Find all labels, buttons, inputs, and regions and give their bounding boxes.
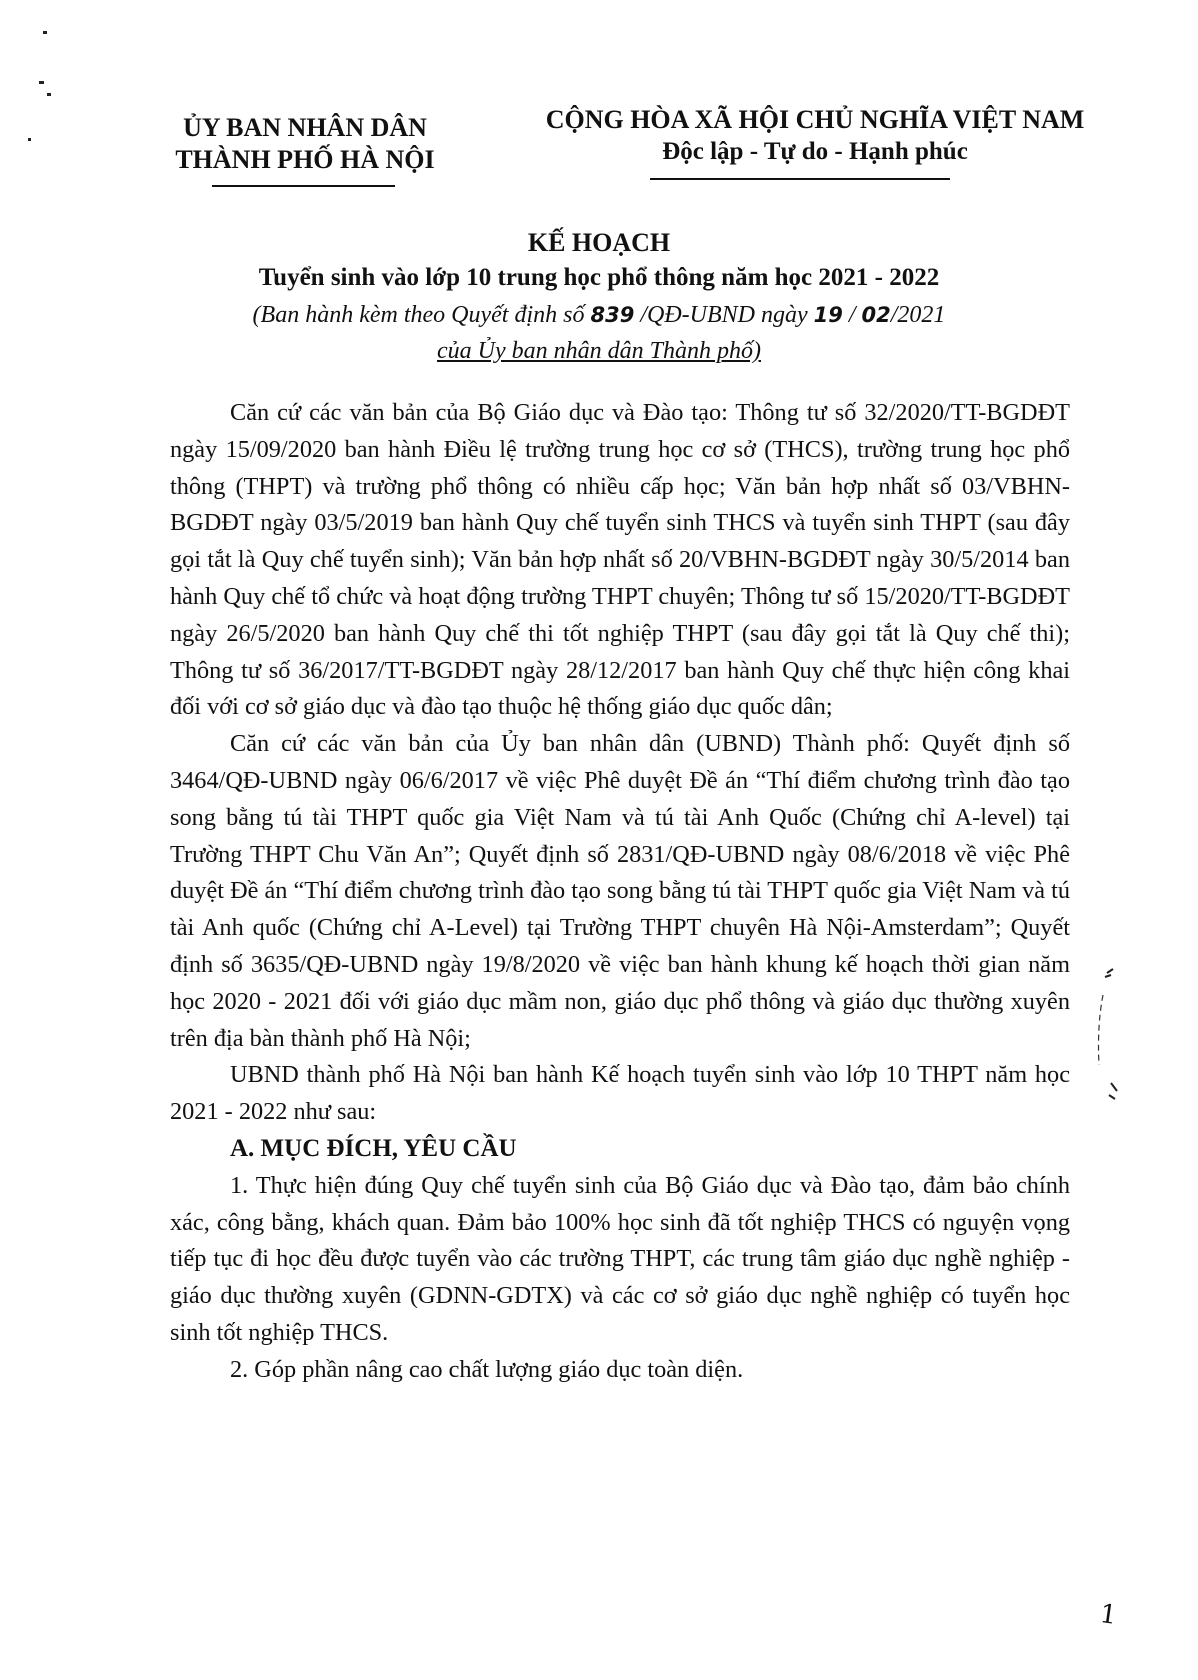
scan-speck [39, 81, 44, 84]
document-type: KẾ HOẠCH [527, 228, 671, 257]
list-item: 1. Thực hiện đúng Quy chế tuyển sinh của Bộ Giáo dục và Đào tạo, đảm bảo chính xác, công bằng, khách quan. Đảm bảo 100% học sinh đã tốt nghiệp THCS có nguyện vọng tiếp tục đi học đều được tuyển vào các trường THPT, các trung tâm giáo dục nghề nghiệp - giáo dục thường xuyên (GDNN-GDTX) và các cơ sở giáo dục nghề nghiệp có tuyển học sinh tốt nghiệp THCS. [170, 1171, 1070, 1346]
issuer-line-1: ỦY BAN NHÂN DÂN [183, 113, 427, 142]
national-heading [515, 104, 1115, 168]
margin-handwriting-mark [1085, 965, 1125, 1105]
issuing-body-text: của Ủy ban nhân dân Thành phố) [437, 338, 761, 364]
scan-speck [43, 31, 47, 34]
list-item: 2. Góp phần nâng cao chất lượng giáo dục toàn diện. [230, 1355, 744, 1383]
issuing-body [0, 338, 1198, 365]
issuing-authority [150, 112, 460, 176]
paragraph-intro: UBND thành phố Hà Nội ban hành Kế hoạch tuyển sinh vào lớp 10 THPT năm học 2021 - 2022 như sau: [170, 1061, 1070, 1126]
paragraph-legal-basis-ministry: Căn cứ các văn bản của Bộ Giáo dục và Đào tạo: Thông tư số 32/2020/TT-BGDĐT ngày 15/09/2020 ban hành Điều lệ trường trung học cơ sở (THCS), trường trung học phổ thông (THPT) và trường phổ thông có nhiều cấp học; Văn bản hợp nhất số 03/VBHN-BGDĐT ngày 03/5/2019 ban hành Quy chế tuyển sinh THCS và tuyển sinh THPT (sau đây gọi tắt là Quy chế tuyển sinh); Văn bản hợp nhất số 20/VBHN-BGDĐT ngày 30/5/2014 ban hành Quy chế tổ chức và hoạt động trường THPT chuyên; Thông tư số 15/2020/TT-BGDĐT ngày 26/5/2020 ban hành Quy chế thi tốt nghiệp THPT (sau đây gọi tắt là Quy chế thi); Thông tư số 36/2017/TT-BGDĐT ngày 28/12/2017 ban hành Quy chế thực hiện công khai đối với cơ sở giáo dục và đào tạo thuộc hệ thống giáo dục quốc dân; [170, 399, 1070, 721]
issuance-line [0, 302, 1198, 329]
date-separator: / [842, 302, 862, 328]
section-heading: A. MỤC ĐÍCH, YÊU CẦU [230, 1134, 517, 1162]
nation-name: CỘNG HÒA XÃ HỘI CHỦ NGHĨA VIỆT NAM [545, 105, 1085, 134]
issuance-year: /2021 [890, 302, 946, 328]
document-body [170, 395, 1070, 1389]
scan-speck [28, 138, 31, 141]
issuer-underline [212, 185, 395, 187]
motto-underline [650, 178, 950, 180]
scan-speck [47, 93, 51, 96]
issuance-mid: /QĐ-UBND ngày [634, 302, 814, 328]
issuer-line-2: THÀNH PHỐ HÀ NỘI [175, 145, 435, 174]
national-motto: Độc lập - Tự do - Hạnh phúc [662, 138, 968, 165]
decision-number: 839 [590, 303, 635, 327]
document-subject: Tuyển sinh vào lớp 10 trung học phổ thông năm học 2021 - 2022 [258, 264, 940, 291]
issuance-month: 02 [861, 303, 891, 327]
paragraph-legal-basis-city: Căn cứ các văn bản của Ủy ban nhân dân (UBND) Thành phố: Quyết định số 3464/QĐ-UBND ngày 06/6/2017 về việc Phê duyệt Đề án “Thí điểm chương trình đào tạo song bằng tú tài THPT quốc gia Việt Nam và tú tài Anh Quốc (Chứng chỉ A-level) tại Trường THPT Chu Văn An”; Quyết định số 2831/QĐ-UBND ngày 08/6/2018 về việc Phê duyệt Đề án “Thí điểm chương trình đào tạo song bằng tú tài THPT quốc gia Việt Nam và tú tài Anh quốc (Chứng chỉ A-Level) tại Trường THPT chuyên Hà Nội-Amsterdam”; Quyết định số 3635/QĐ-UBND ngày 19/8/2020 về việc ban hành khung kế hoạch thời gian năm học 2020 - 2021 đối với giáo dục mầm non, giáo dục phổ thông và giáo dục thường xuyên trên địa bàn thành phố Hà Nội; [170, 730, 1070, 1052]
issuance-day: 19 [813, 303, 843, 327]
issuance-prefix: (Ban hành kèm theo Quyết định số [252, 302, 591, 328]
page-number-mark: 1 [1097, 1598, 1119, 1632]
